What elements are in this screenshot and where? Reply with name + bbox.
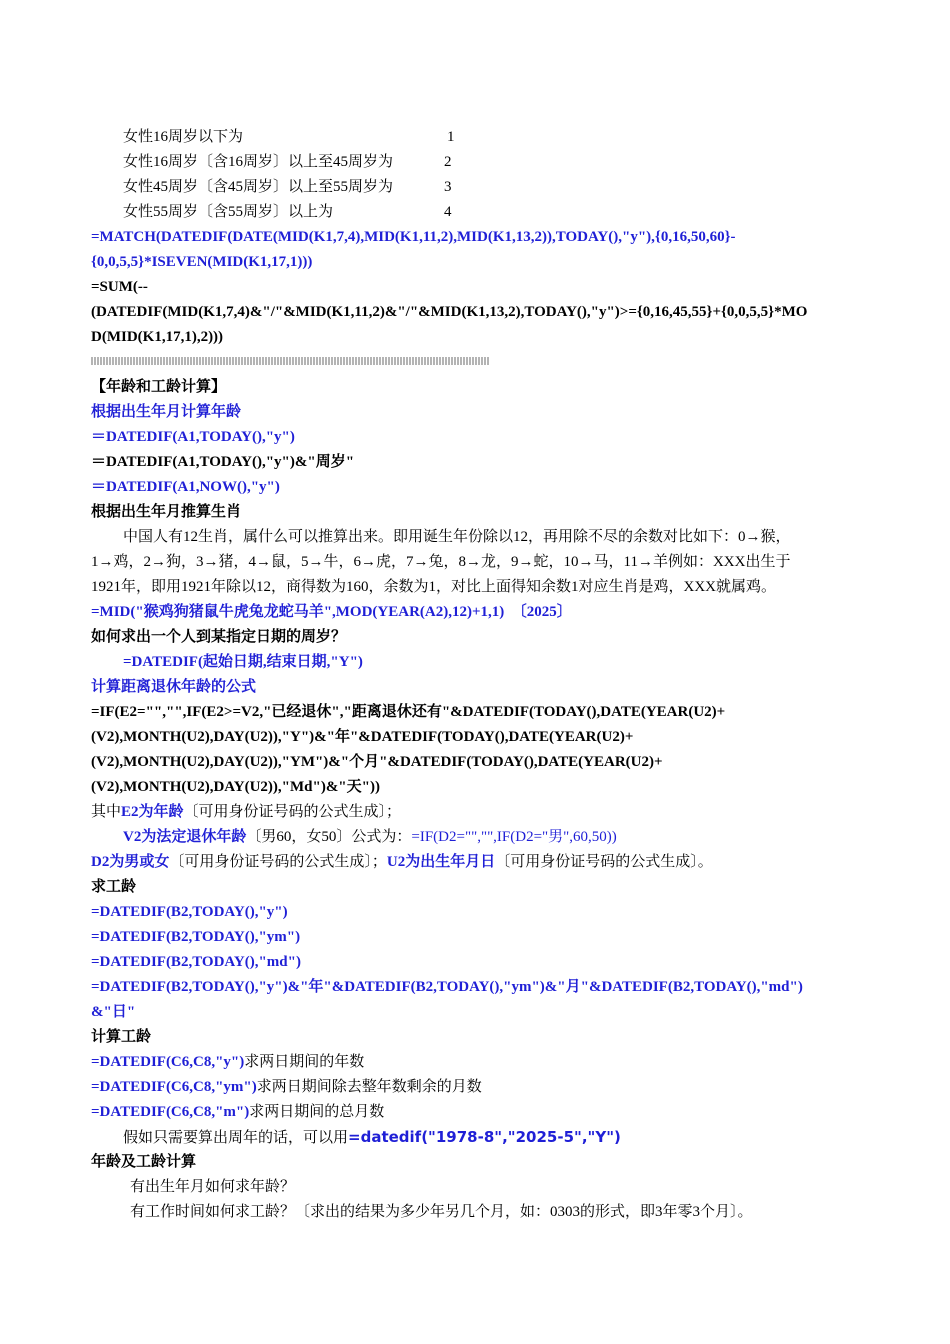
formula-seniority-y: =DATEDIF(B2,TODAY(),"y") — [91, 904, 288, 920]
rule-line-2 — [123, 150, 890, 175]
formula-seniority-ym: =DATEDIF(B2,TODAY(),"ym") — [91, 929, 301, 945]
heading-zodiac: 根据出生年月推算生肖 — [91, 504, 242, 520]
rule-code: 2 — [444, 154, 452, 170]
rule-line-3 — [123, 175, 890, 200]
rule-text: 女性45周岁〔含45周岁〕以上至55周岁为 — [123, 179, 394, 195]
calc-formula: =DATEDIF(C6,C8,"y") — [91, 1054, 245, 1070]
note-formula: =IF(D2="","",IF(D2="男",60,50)) — [411, 829, 617, 845]
rule-code: 3 — [444, 179, 452, 195]
rule-text: 女性16周岁以下为 — [123, 129, 244, 145]
formula-retirement-line-4: (V2),MONTH(U2),DAY(U2)),"Md")&"天")) — [91, 779, 380, 795]
calc-line-3 — [91, 1100, 890, 1125]
heading-age-at-date: 如何求出一个人到某指定日期的周岁？ — [91, 629, 347, 645]
note-line-3 — [91, 850, 890, 875]
example-formula: =datedif("1978-8","2025-5","Y") — [348, 1128, 621, 1146]
formula-seniority-md: =DATEDIF(B2,TODAY(),"md") — [91, 954, 301, 970]
calc-formula: =DATEDIF(C6,C8,"m") — [91, 1104, 250, 1120]
calc-desc: 求两日期间除去整年数剩余的月数 — [256, 1079, 482, 1095]
zodiac-paragraph-line-3: 1921年，即用1921年除以12，商得数为160，余数为1，对比上面得知余数1对应生肖是鸡，XXX就属鸡。 — [91, 579, 777, 595]
note-line-1 — [91, 800, 890, 825]
heading-seniority: 求工龄 — [91, 879, 137, 895]
rule-line-1 — [123, 125, 890, 150]
calc-line-1 — [91, 1050, 890, 1075]
section-heading: 【年龄和工龄计算】 — [91, 379, 227, 395]
formula-retirement-line-1: =IF(E2="","",IF(E2>=V2,"已经退休","距离退休还有"&DATEDIF(TODAY(),DATE(YEAR(U2)+ — [91, 704, 726, 720]
note-text: 〔可用身份证号码的公式生成〕。 — [495, 854, 713, 870]
rule-code: 4 — [444, 204, 452, 220]
note-key: U2为出生年月日 — [386, 854, 496, 870]
formula-sum-line-3: D(MID(K1,17,1),2))) — [91, 329, 224, 345]
question-age: 有出生年月如何求年龄？ — [130, 1179, 296, 1195]
formula-seniority-full-line-2: &"日" — [91, 1004, 136, 1020]
note-key: E2为年龄 — [121, 804, 184, 820]
formula-sum-line-2: (DATEDIF(MID(K1,7,4)&"/"&MID(K1,11,2)&"/"&MID(K1,13,2),TODAY(),"y")>={0,16,45,55}+{0,0,5,5}*MO — [91, 304, 808, 320]
note-text: 〔可用身份证号码的公式生成〕； — [169, 854, 387, 870]
rule-line-4 — [123, 200, 890, 225]
formula-seniority-full-line-1: =DATEDIF(B2,TODAY(),"y")&"年"&DATEDIF(B2,TODAY(),"ym")&"月"&DATEDIF(B2,TODAY(),"md") — [91, 979, 803, 995]
note-text: 〔可用身份证号码的公式生成〕； — [183, 804, 402, 820]
garbled-text-strip — [91, 357, 489, 365]
calc-desc: 求两日期间的总月数 — [249, 1104, 385, 1120]
zodiac-paragraph-line-1: 中国人有12生肖，属什么可以推算出来。即用诞生年份除以12，再用除不尽的余数对比如下：0→猴， — [123, 529, 791, 545]
rule-text: 女性16周岁〔含16周岁〕以上至45周岁为 — [123, 154, 394, 170]
note-key: D2为男或女 — [91, 854, 170, 870]
example-text: 假如只需要算出周年的话，可以用 — [123, 1130, 349, 1146]
formula-age-3: ＝DATEDIF(A1,NOW(),"y") — [91, 479, 280, 495]
heading-calc-seniority: 计算工龄 — [91, 1029, 152, 1045]
rule-text: 女性55周岁〔含55周岁〕以上为 — [123, 204, 334, 220]
calc-formula: =DATEDIF(C6,C8,"ym") — [91, 1079, 257, 1095]
calc-desc: 求两日期间的年数 — [244, 1054, 365, 1070]
note-key: V2为法定退休年龄 — [123, 829, 247, 845]
formula-match-line-2: {0,0,5,5}*ISEVEN(MID(K1,17,1))) — [91, 254, 313, 270]
formula-match-line-1: =MATCH(DATEDIF(DATE(MID(K1,7,4),MID(K1,11,2),MID(K1,13,2)),TODAY(),"y"),{0,16,50,60}- — [91, 229, 736, 245]
formula-retirement-line-3: (V2),MONTH(U2),DAY(U2)),"YM")&"个月"&DATEDIF(TODAY(),DATE(YEAR(U2)+ — [91, 754, 663, 770]
heading-age-from-birth: 根据出生年月计算年龄 — [91, 404, 242, 420]
formula-age-at-date: =DATEDIF(起始日期,结束日期,"Y") — [123, 654, 363, 670]
note-text: 〔男60，女50〕公式为： — [246, 829, 412, 845]
note-text: 其中 — [91, 804, 122, 820]
formula-retirement-line-2: (V2),MONTH(U2),DAY(U2)),"Y")&"年"&DATEDIF(TODAY(),DATE(YEAR(U2)+ — [91, 729, 634, 745]
zodiac-paragraph-line-2: 1→鸡，2→狗，3→猪，4→鼠，5→牛，6→虎，7→兔，8→龙，9→蛇，10→马，11→羊例如：XXX出生于 — [91, 554, 791, 570]
question-seniority: 有工作时间如何求工龄？〔求出的结果为多少年另几个月，如：0303的形式，即3年零3个月〕。 — [130, 1204, 753, 1220]
note-line-2 — [123, 825, 890, 850]
formula-age-2: ＝DATEDIF(A1,TODAY(),"y")&"周岁" — [91, 454, 355, 470]
rule-code: 1 — [447, 129, 455, 145]
heading-age-and-seniority: 年龄及工龄计算 — [91, 1154, 197, 1170]
calc-line-2 — [91, 1075, 890, 1100]
formula-sum-line-1: =SUM(-- — [91, 279, 148, 295]
heading-retirement: 计算距离退休年龄的公式 — [91, 679, 257, 695]
formula-zodiac: =MID("猴鸡狗猪鼠牛虎兔龙蛇马羊",MOD(YEAR(A2),12)+1,1) 〔2025〕 — [91, 604, 572, 620]
formula-age-1: ＝DATEDIF(A1,TODAY(),"y") — [91, 429, 295, 445]
datedif-example-line — [123, 1125, 890, 1151]
